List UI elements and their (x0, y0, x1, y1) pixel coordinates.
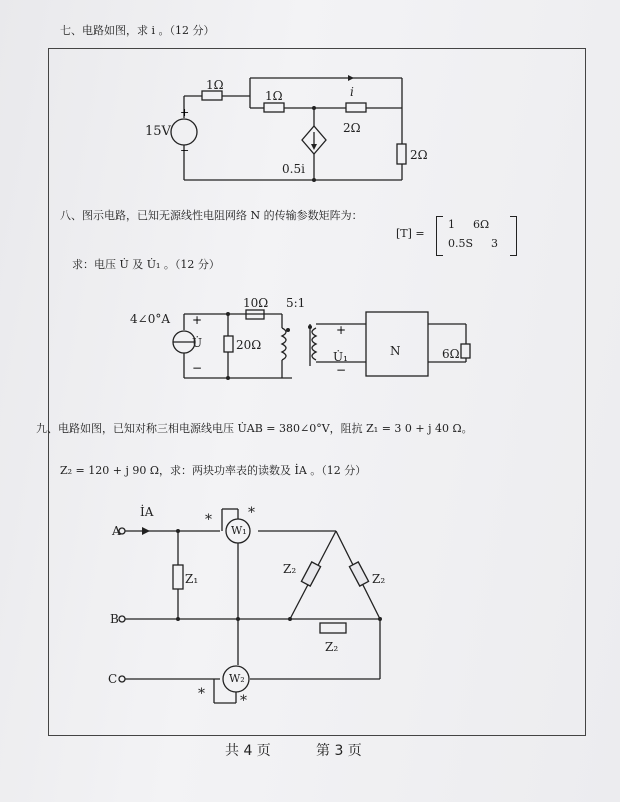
q9-line2: Z₂ = 120 + j 90 Ω，求：两块功率表的读数及 İA 。（12 分） (60, 464, 367, 477)
q9-z2-left-label: Z₂ (283, 562, 297, 576)
q8-u-label: U̇ (192, 336, 203, 350)
w1-current-star: * (205, 512, 212, 528)
svg-text:−: − (192, 361, 203, 375)
q8-r20-label: 20Ω (236, 338, 262, 352)
footer-total-pages: 共 4 页 (225, 743, 271, 759)
q9-z2-bottom-label: Z₂ (325, 640, 339, 654)
t-matrix (448, 218, 498, 250)
svg-text:+: + (192, 313, 203, 327)
q9-w2-label: W₂ (229, 672, 245, 685)
matrix-cell: 6Ω (473, 218, 490, 231)
q8-line2: 求：电压 U̇ 及 U̇₁ 。（12 分） (72, 258, 220, 271)
matrix-cell: 0.5S (448, 237, 474, 250)
q8-u1-label: U̇₁ (333, 350, 348, 364)
matrix-row-2 (448, 237, 498, 250)
matrix-cell: 1 (448, 218, 455, 231)
q8-matrix-label: [T] = (396, 227, 425, 240)
q9-circuit (110, 505, 410, 715)
q9-w1-label: W₁ (231, 524, 247, 537)
svg-text:+: + (336, 323, 347, 337)
q9-c-label: C (108, 672, 118, 686)
q8-r6-label: 6Ω (442, 347, 460, 361)
svg-text:+: + (180, 106, 190, 119)
matrix-row-1 (448, 218, 498, 231)
w1-voltage-star: * (248, 505, 255, 521)
q9-z2-right-label: Z₂ (372, 572, 386, 586)
q9-ia-label: İA (140, 505, 154, 519)
q8-ratio-label: 5:1 (286, 296, 306, 310)
matrix-cell: 3 (491, 237, 499, 250)
footer-page-number: 第 3 页 (316, 743, 362, 759)
q7-r2-label: 1Ω (265, 89, 283, 103)
q8-r10-label: 10Ω (243, 296, 269, 310)
q7-prompt: 七、电路如图，求 i 。（12 分） (60, 24, 215, 37)
svg-text:−: − (180, 144, 190, 157)
q9-z1-label: Z₁ (185, 572, 199, 586)
q7-r3-label: 2Ω (343, 121, 361, 135)
q7-r4-label: 2Ω (410, 148, 428, 162)
q8-source-label: 4∠0°A (130, 312, 170, 326)
q8-network-label: N (390, 344, 401, 358)
q9-b-label: B (110, 612, 119, 626)
w2-voltage-star: * (240, 693, 247, 709)
matrix-left-bracket (436, 216, 443, 256)
q7-r1-label: 1Ω (206, 78, 224, 92)
q7-dep-label: 0.5i (282, 162, 305, 176)
q7-source-label: 15V (145, 124, 171, 139)
matrix-right-bracket (510, 216, 517, 256)
w2-current-star: * (198, 686, 205, 702)
q8-line1: 八、图示电路，已知无源线性电阻网络 N 的传输参数矩阵为： (60, 209, 363, 222)
q9-line1: 九、电路如图，已知对称三相电源线电压 U̇AB = 380∠0°V，阻抗 Z₁ = 3 0 + j 40 Ω。 (36, 422, 473, 435)
q8-circuit (170, 300, 490, 390)
q9-a-label: A (112, 524, 121, 538)
q7-current-label: i (350, 85, 354, 99)
svg-text:−: − (336, 363, 347, 377)
